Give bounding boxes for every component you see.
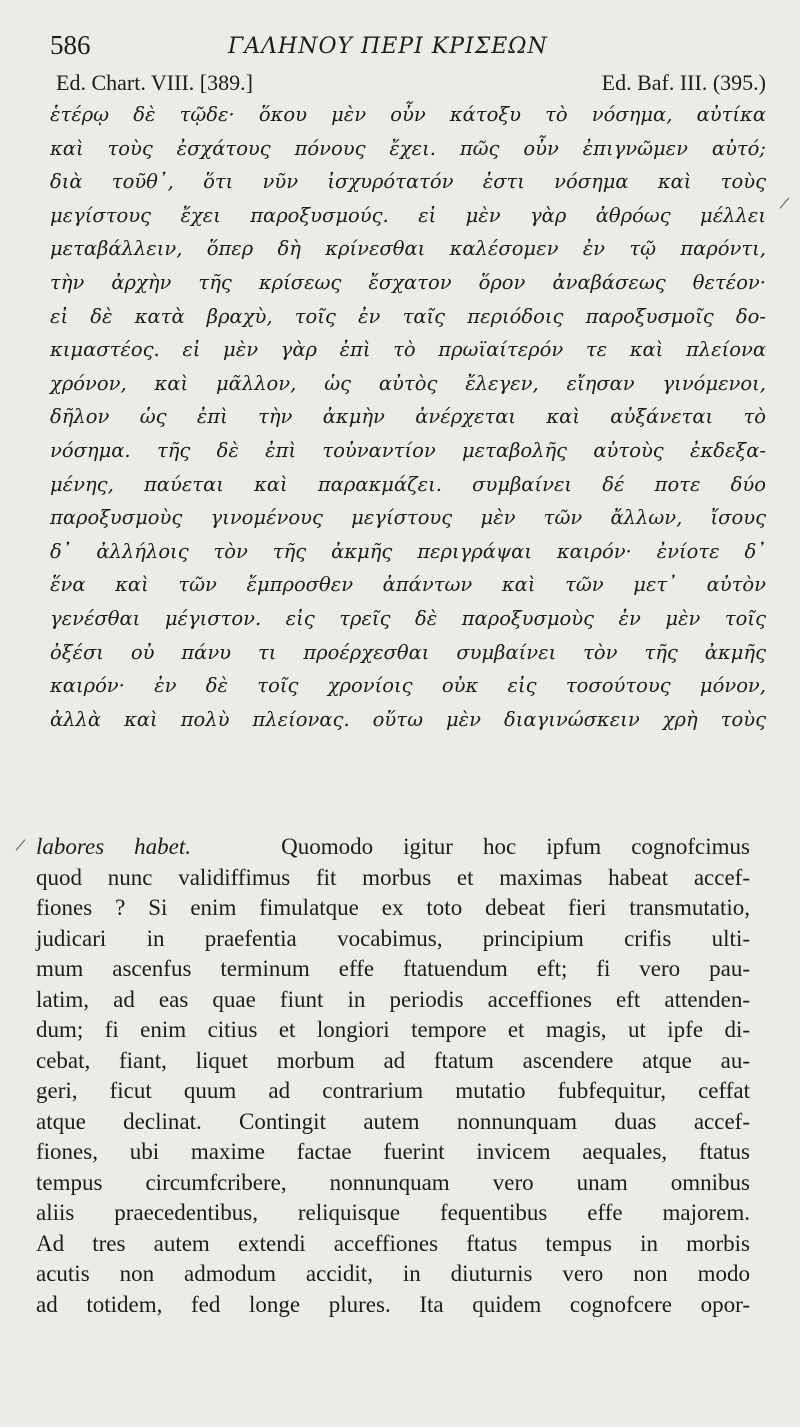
latin-text-block xyxy=(36,832,750,1320)
latin-line: Ad tres autem extendi acceffiones ftatus tempus in morbis xyxy=(36,1230,750,1256)
greek-line: μεγίστους ἔχει παροξυσμούς. εἰ μὲν γὰρ ἀθρόως μέλλει xyxy=(50,203,766,227)
running-title: ΓΑΛΗΝΟΥ ΠΕΡΙ ΚΡΙΣΕΩΝ xyxy=(228,34,548,59)
greek-line: καὶ τοὺς ἐσχάτους πόνους ἔχει. πῶς οὖν ἐπιγνῶμεν αὐτό; xyxy=(50,136,766,160)
greek-line: δῆλον ὡς ἐπὶ τὴν ἀκμὴν ἀνέρχεται καὶ αὐξάνεται τὸ xyxy=(50,405,766,429)
latin-line: atque declinat. Contingit autem nonnunquam duas accef- xyxy=(36,1108,750,1134)
greek-line: εἰ δὲ κατὰ βραχὺ, τοῖς ἐν ταῖς περιόδοις παροξυσμοῖς δο- xyxy=(50,304,766,328)
latin-line: dum; fi enim citius et longiori tempore et magis, ut ipfe di- xyxy=(36,1017,750,1042)
edition-references xyxy=(56,70,766,100)
greek-line: ἕνα καὶ τῶν ἔμπροσθεν ἁπάντων καὶ τῶν μετ᾽ αὐτὸν xyxy=(50,573,766,597)
latin-line: fiones, ubi maxime factae fuerint invicem aequales, ftatus xyxy=(36,1139,750,1164)
greek-line: μένης, παύεται καὶ παρακμάζει. συμβαίνει δέ ποτε δύο xyxy=(50,472,766,496)
edition-chartier: Ed. Chart. VIII. [389.] xyxy=(56,70,253,95)
greek-line: ἑτέρῳ δὲ τῷδε· ὅκου μὲν οὖν κάτοξυ τὸ νόσημα, αὐτίκα xyxy=(50,103,766,126)
margin-mark xyxy=(780,197,790,208)
latin-line: aliis praecedentibus, reliquisque fequentibus effe majorem. xyxy=(36,1200,750,1225)
latin-line: acutis non admodum accidit, in diuturnis vero non modo xyxy=(36,1261,750,1286)
greek-line: παροξυσμοὺς γινομένους μεγίστους μὲν τῶν ἄλλων, ἴσους xyxy=(50,506,766,530)
greek-line: νόσημα. τῆς δὲ ἐπὶ τοὐναντίον μεταβολῆς αὐτοὺς ἐκδεξα- xyxy=(50,438,766,462)
latin-line: latim, ad eas quae fiunt in periodis acceffiones eft attenden- xyxy=(36,986,750,1012)
edition-basel: Ed. Baf. III. (395.) xyxy=(601,70,766,95)
greek-line: κιμαστέος. εἰ μὲν γὰρ ἐπὶ τὸ πρωϊαίτερόν τε καὶ πλείονα xyxy=(50,338,766,362)
greek-line: ἀλλὰ καὶ πολὺ πλείονας. οὕτω μὲν διαγινώσκειν χρὴ τοὺς xyxy=(50,707,766,731)
latin-line: geri, ficut quum ad contrarium mutatio fubfequitur, ceffat xyxy=(36,1078,750,1103)
greek-line: καιρόν· ἐν δὲ τοῖς χρονίοις οὐκ εἰς τοσούτους μόνον, xyxy=(50,674,766,698)
latin-line: mum ascenfus terminum effe ftatuendum eft; fi vero pau- xyxy=(36,956,750,981)
latin-line: ad totidem, fed longe plures. Ita quidem cognofcere opor- xyxy=(36,1291,750,1317)
page-number: 586 xyxy=(50,30,91,60)
latin-line: fiones ? Si enim fimulatque ex toto debeat fieri transmutatio, xyxy=(36,895,750,920)
greek-line: χρόνον, καὶ μᾶλλον, ὡς αὐτὸς ἔλεγεν, εἴησαν γινόμενοι, xyxy=(50,371,766,395)
latin-first-rest: Quomodo igitur hoc ipfum cognofcimus xyxy=(281,834,750,859)
greek-line: γενέσθαι μέγιστον. εἰς τρεῖς δὲ παροξυσμοὺς ἐν μὲν τοῖς xyxy=(50,606,766,630)
greek-line: διὰ τοῦθ᾽, ὅτι νῦν ἰσχυρότατόν ἐστι νόσημα καὶ τοὺς xyxy=(50,170,766,194)
latin-line: judicari in praefentia vocabimus, principium crifis ulti- xyxy=(36,925,750,951)
greek-text-block xyxy=(50,98,766,736)
latin-line: quod nunc validiffimus fit morbus et maximas habeat accef- xyxy=(36,864,750,890)
margin-mark xyxy=(16,839,26,850)
latin-italic-lead: labores habet. xyxy=(36,834,192,859)
greek-line: ὀξέσι οὐ πάνυ τι προέρχεσθαι συμβαίνει τὸν τῆς ἀκμῆς xyxy=(50,640,766,664)
latin-line xyxy=(36,832,750,863)
latin-line: tempus circumfcribere, nonnunquam vero unam omnibus xyxy=(36,1169,750,1195)
greek-line: δ᾽ ἀλλήλοις τὸν τῆς ἀκμῆς περιγράψαι καιρόν· ἐνίοτε δ᾽ xyxy=(50,539,766,563)
greek-line: μεταβάλλειν, ὅπερ δὴ κρίνεσθαι καλέσομεν ἐν τῷ παρόντι, xyxy=(50,237,766,261)
latin-line: cebat, fiant, liquet morbum ad ftatum ascendere atque au- xyxy=(36,1047,750,1073)
page-header xyxy=(50,28,766,68)
greek-line: τὴν ἀρχὴν τῆς κρίσεως ἔσχατον ὅρον ἀναβάσεως θετέον· xyxy=(50,270,766,294)
